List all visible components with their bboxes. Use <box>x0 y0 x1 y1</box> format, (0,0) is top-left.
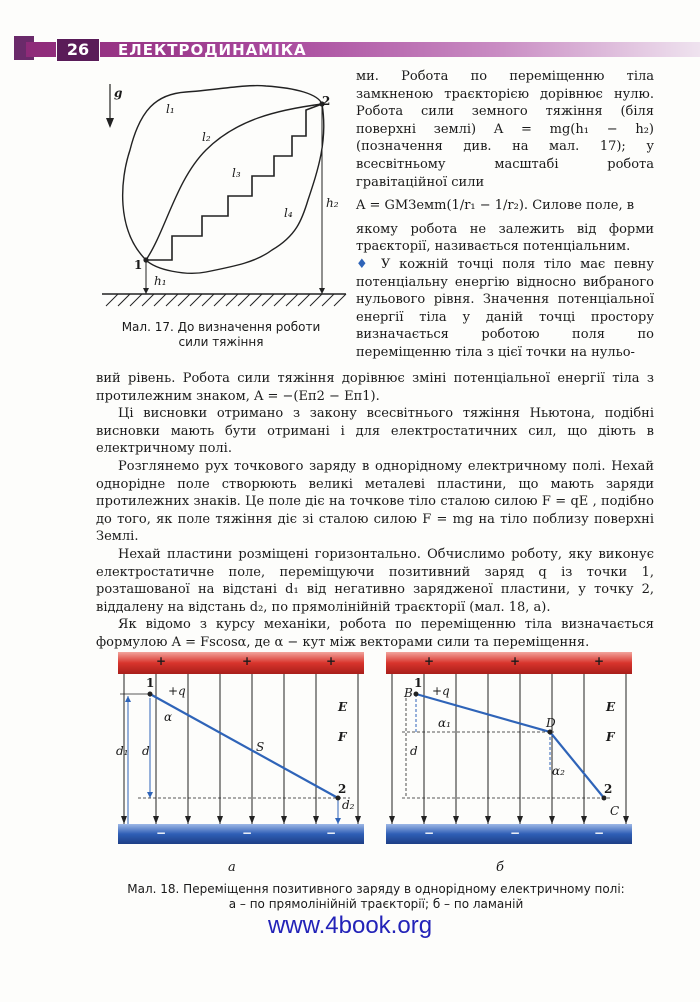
a-S: S <box>256 740 265 754</box>
b-alpha2: α₂ <box>552 764 565 778</box>
paragraph: Як відомо з курсу механіки, робота по переміщенню тіла визначається формулою A = Fscosα, де α − кут між векторами сили та переміщення. <box>96 617 654 650</box>
formula-gravitation: A = GMЗемm(1/r₁ − 1/r₂). Силове поле, в <box>356 198 635 214</box>
label-g: g <box>114 86 123 100</box>
minus-sign: − <box>242 826 253 840</box>
label-l1: l₁ <box>166 102 175 116</box>
figure-17 <box>96 80 348 320</box>
label-h1: h₁ <box>154 274 167 288</box>
diamond-bullet-icon: ♦ <box>356 256 382 272</box>
a-alpha: α <box>164 710 173 724</box>
chapter-title: ЕЛЕКТРОДИНАМІКА <box>118 41 307 59</box>
b-sublabel: б <box>496 860 504 875</box>
paragraph-text: У кожній точці поля тіло має певну потенціальну енергію відносно вибраного нульового рівня. Значення потенціальної енергії тіла у даній точці простору визначається роботою поля по переміщенню тіла з цієї точки на нульо- <box>356 256 654 360</box>
plus-sign: + <box>242 654 253 668</box>
a-d1: d₁ <box>116 744 129 758</box>
a-point-1: 1 <box>146 676 155 690</box>
minus-sign: − <box>594 826 605 840</box>
page-number: 26 <box>56 38 100 62</box>
plus-sign: + <box>510 654 521 668</box>
label-l3: l₃ <box>232 166 241 180</box>
a-E: E <box>338 700 348 714</box>
b-E: E <box>606 700 616 714</box>
label-l2: l₂ <box>202 130 211 144</box>
paragraph: ми. Робота по переміщенню тіла замкненою траєкторією дорівнює нулю. Робота сили земного тяжіння (біля поверхні землі) A = mg(h₁ − h₂) (позначення див. на мал. 17); у всесвітньому масштабі робота гравітаційної сили <box>356 69 654 190</box>
b-point-2: 2 <box>604 782 613 796</box>
right-column <box>356 68 654 362</box>
b-point-1: 1 <box>414 676 423 690</box>
paragraph: Ці висновки отримано з закону всесвітнього тяжіння Ньютона, подібні висновки мають бути отримані і для електростатичних сил, що діють в електричному полі. <box>96 406 654 457</box>
b-F: F <box>606 730 615 744</box>
minus-sign: − <box>156 826 167 840</box>
a-point-2: 2 <box>338 782 347 796</box>
a-sublabel: а <box>228 860 236 875</box>
a-F: F <box>338 730 347 744</box>
body-text <box>96 370 654 652</box>
b-charge: +q <box>432 684 450 698</box>
figure-18 <box>110 648 650 858</box>
paragraph: Розглянемо рух точкового заряду в однорідному електричному полі. Нехай однорідне поле створюють великі металеві пластини, що мають заряди протилежних знаків. Це поле діє на точкове тіло сталою силою F = qE , подібно до того, як поле тяжіння діє зі сталою силою F = mg на тіло поблизу поверхні Землі. <box>96 458 654 545</box>
figure-18-caption: Мал. 18. Переміщення позитивного заряду в однорідному електричному полі: а – по прямолінійній траєкторії; б – по ламаній <box>127 882 625 911</box>
minus-sign: − <box>510 826 521 840</box>
paragraph: вий рівень. Робота сили тяжіння дорівнює зміні потенціальної енергії тіла з протилежним знаком, A = −(Eп2 − Eп1). <box>96 371 654 404</box>
label-h2: h₂ <box>326 196 339 210</box>
minus-sign: − <box>326 826 337 840</box>
label-point-1: 1 <box>134 258 143 272</box>
a-d: d <box>142 744 150 758</box>
a-charge: +q <box>168 684 186 698</box>
label-point-2: 2 <box>322 94 331 108</box>
trajectory-l3 <box>146 104 322 260</box>
plus-sign: + <box>594 654 605 668</box>
watermark-link[interactable]: www.4book.org <box>267 912 433 939</box>
b-alpha1: α₁ <box>438 716 451 730</box>
b-d: d <box>410 744 418 758</box>
a-d2: d₂ <box>342 798 355 812</box>
figure-17-caption: Мал. 17. До визначення роботи сили тяжіння <box>121 320 321 349</box>
b-point-C: C <box>610 804 620 818</box>
paragraph <box>356 256 654 362</box>
page-header <box>0 36 700 60</box>
plus-sign: + <box>326 654 337 668</box>
trajectory-bdc <box>416 694 604 798</box>
plus-sign: + <box>424 654 435 668</box>
plus-sign: + <box>156 654 167 668</box>
b-point-B: B <box>404 686 413 700</box>
trajectory-s <box>150 694 338 798</box>
paragraph: якому робота не залежить від форми траєкторії, називається потенціальним. <box>356 221 654 255</box>
b-point-D: D <box>546 716 556 730</box>
minus-sign: − <box>424 826 435 840</box>
label-l4: l₄ <box>284 206 293 220</box>
paragraph: Нехай пластини розміщені горизонтально. Обчислимо роботу, яку виконує електростатичне поле, переміщуючи позитивний заряд q із точки 1, розташованої на відстані d₁ від негативно зарядженої пластини, у точку 2, віддалену на відстань d₂, по прямолінійній траєкторії (мал. 18, а). <box>96 546 654 615</box>
